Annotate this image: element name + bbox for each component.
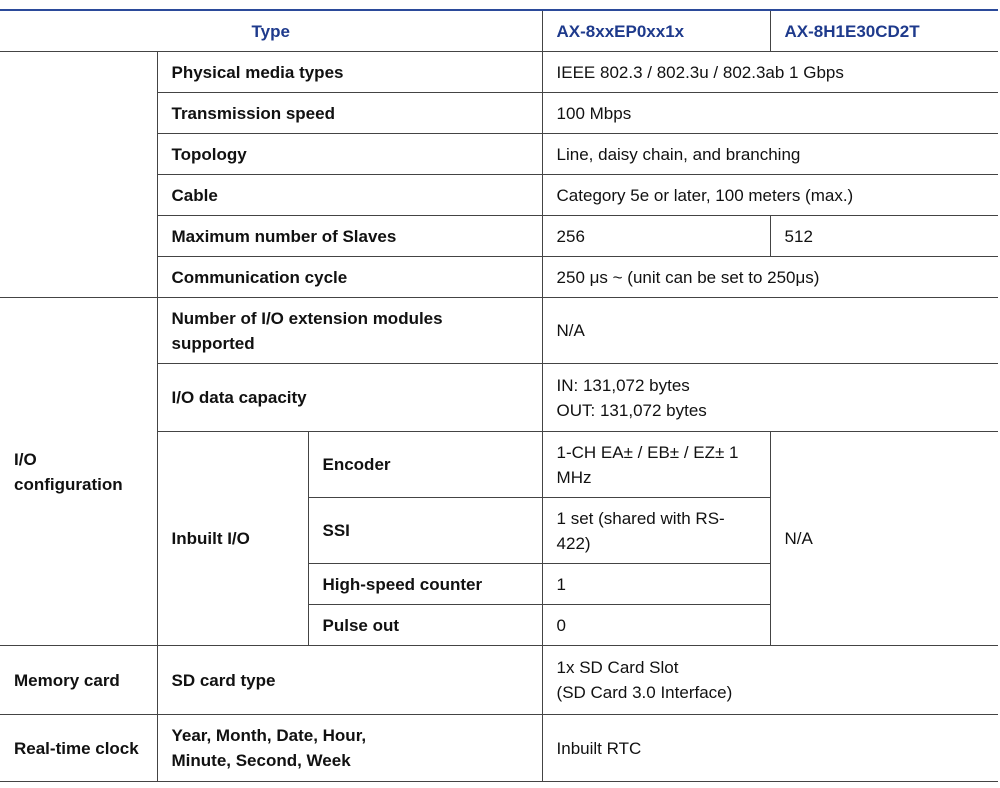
spec-table xyxy=(0,9,998,782)
row-label xyxy=(157,715,542,782)
row-value: Category 5e or later, 100 meters (max.) xyxy=(542,175,998,216)
value-line: IN: 131,072 bytes xyxy=(556,375,690,395)
row-label: Cable xyxy=(157,175,542,216)
header-model-a: AX-8xxEP0xx1x xyxy=(542,10,770,52)
row-label: High-speed counter xyxy=(308,564,542,605)
header-model-b: AX-8H1E30CD2T xyxy=(770,10,998,52)
row-label: Communication cycle xyxy=(157,257,542,298)
inbuilt-io-model-b-value: N/A xyxy=(770,432,998,646)
row-label: Transmission speed xyxy=(157,93,542,134)
io-category: I/O configuration xyxy=(0,298,157,646)
row-value-model-a: 1-CH EA± / EB± / EZ± 1 MHz xyxy=(542,432,770,498)
rtc-category: Real-time clock xyxy=(0,715,157,782)
table-row xyxy=(0,715,998,782)
row-value: IEEE 802.3 / 802.3u / 802.3ab 1 Gbps xyxy=(542,52,998,93)
row-value-model-a: 1 set (shared with RS-422) xyxy=(542,498,770,564)
memory-category: Memory card xyxy=(0,646,157,715)
table-row xyxy=(0,298,998,364)
header-row xyxy=(0,10,998,52)
row-label: SD card type xyxy=(157,646,542,715)
header-type: Type xyxy=(0,10,542,52)
inbuilt-io-label: Inbuilt I/O xyxy=(157,432,308,646)
row-label: SSI xyxy=(308,498,542,564)
row-value-model-a: 256 xyxy=(542,216,770,257)
row-value: 100 Mbps xyxy=(542,93,998,134)
table-row xyxy=(0,646,998,715)
row-label: Physical media types xyxy=(157,52,542,93)
row-label: Maximum number of Slaves xyxy=(157,216,542,257)
row-label: Number of I/O extension modules supported xyxy=(157,298,542,364)
row-label: Encoder xyxy=(308,432,542,498)
value-line: (SD Card 3.0 Interface) xyxy=(556,683,733,702)
row-value-model-a: 0 xyxy=(542,605,770,646)
value-line: OUT: 131,072 bytes xyxy=(556,400,707,420)
row-label: Pulse out xyxy=(308,605,542,646)
row-value: Inbuilt RTC xyxy=(542,715,998,782)
row-value-model-a: 1 xyxy=(542,564,770,605)
row-value: N/A xyxy=(542,298,998,364)
network-category-cell xyxy=(0,52,157,298)
row-value: 250 μs ~ (unit can be set to 250μs) xyxy=(542,257,998,298)
row-value xyxy=(542,646,998,715)
row-label: Topology xyxy=(157,134,542,175)
row-value-model-b: 512 xyxy=(770,216,998,257)
label-line: Minute, Second, Week xyxy=(171,751,351,770)
row-label: I/O data capacity xyxy=(157,364,542,432)
label-line: Year, Month, Date, Hour, xyxy=(171,726,367,745)
table-row xyxy=(0,52,998,93)
value-line: 1x SD Card Slot xyxy=(556,658,679,677)
row-value: Line, daisy chain, and branching xyxy=(542,134,998,175)
row-value xyxy=(542,364,998,432)
